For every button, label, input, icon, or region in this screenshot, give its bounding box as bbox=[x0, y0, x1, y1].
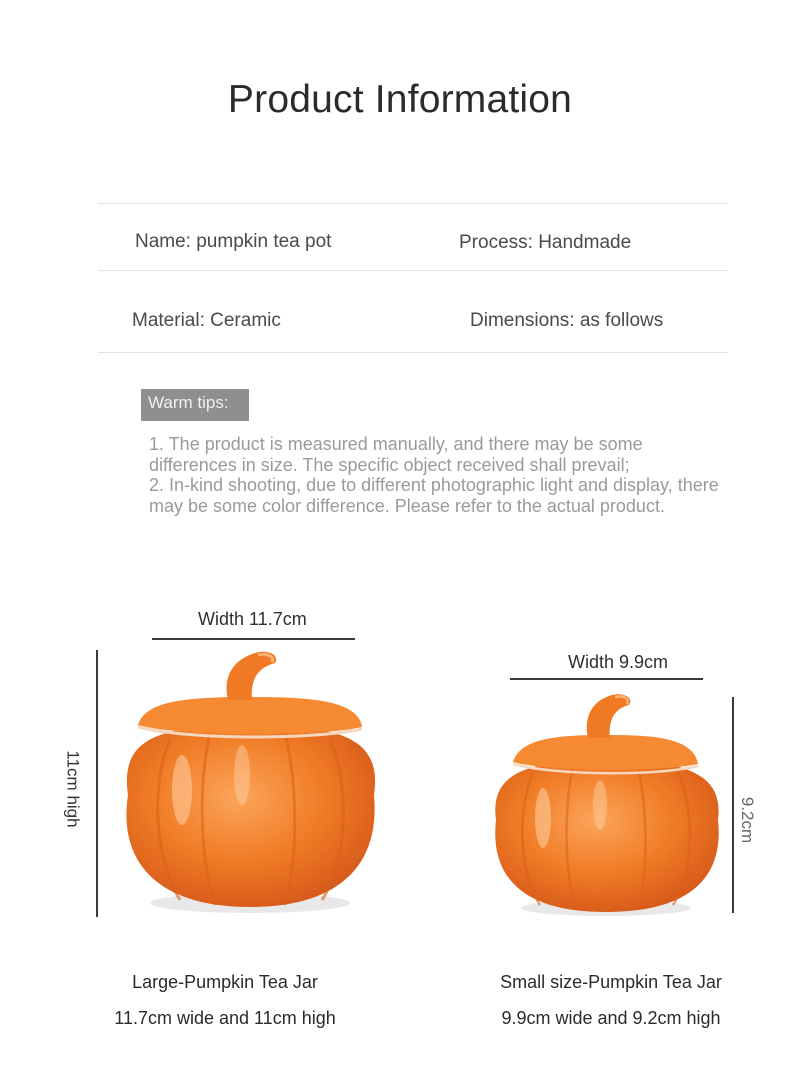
small-pumpkin-jar-image bbox=[488, 690, 728, 920]
divider-middle bbox=[98, 270, 728, 271]
warm-tips-text bbox=[149, 434, 719, 516]
large-width-line bbox=[152, 638, 355, 640]
spec-dimensions: Dimensions: as follows bbox=[470, 310, 664, 331]
large-height-line bbox=[96, 650, 98, 917]
spec-process: Process: Handmade bbox=[459, 232, 632, 253]
spec-material: Material: Ceramic bbox=[132, 310, 281, 331]
small-jar-name: Small size-Pumpkin Tea Jar bbox=[500, 972, 722, 992]
small-width-label: Width 9.9cm bbox=[568, 652, 669, 672]
large-pumpkin-jar-image bbox=[110, 645, 390, 920]
spec-name: Name: pumpkin tea pot bbox=[135, 231, 332, 252]
small-height-line bbox=[732, 697, 734, 913]
warm-tips-label: Warm tips: bbox=[141, 389, 249, 421]
large-jar-name: Large-Pumpkin Tea Jar bbox=[132, 972, 318, 992]
page-title: Product Information bbox=[227, 78, 573, 121]
tip-item-2: 2. In-kind shooting, due to different photographic light and display, there may be some color difference. Please refer to the actual product. bbox=[149, 475, 719, 516]
large-height-label: 11cm high bbox=[63, 750, 83, 828]
divider-top bbox=[98, 203, 728, 204]
large-jar-size: 11.7cm wide and 11cm high bbox=[114, 1008, 336, 1028]
small-jar-size: 9.9cm wide and 9.2cm high bbox=[501, 1008, 721, 1028]
small-height-label: 9.2cm bbox=[738, 796, 757, 844]
divider-bottom bbox=[98, 352, 728, 353]
large-width-label: Width 11.7cm bbox=[198, 609, 307, 629]
tip-item-1: 1. The product is measured manually, and there may be some differences in size. The specific object received shall prevail; bbox=[149, 434, 643, 475]
small-width-line bbox=[510, 678, 703, 680]
